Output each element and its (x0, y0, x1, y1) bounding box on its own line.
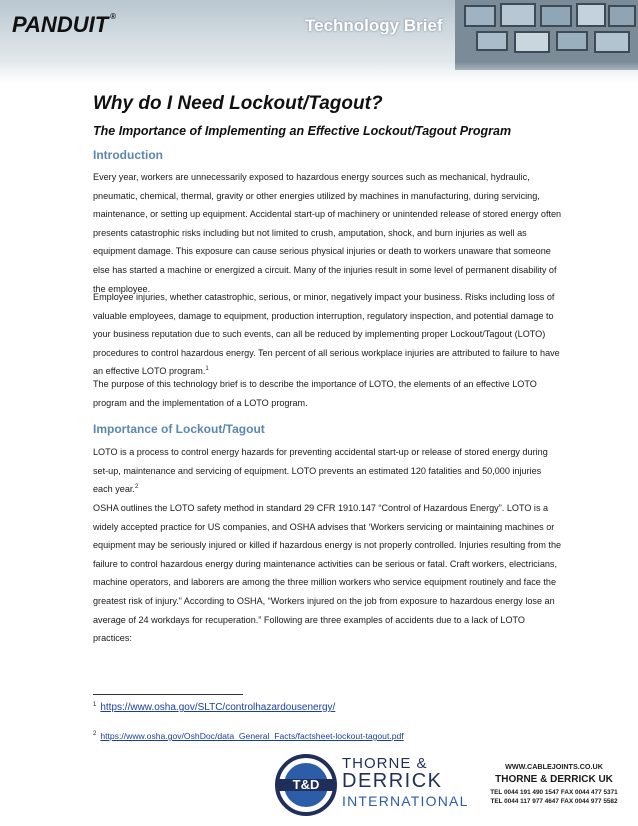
svg-text:T&D: T&D (292, 777, 320, 792)
footer-phone-1: TEL 0044 191 490 1547 FAX 0044 477 5371 (490, 789, 618, 796)
paragraph-intro-3: The purpose of this technology brief is to describe the importance of LOTO, the elements of an effective LOTO program and the implementation of a LOTO program. (93, 379, 537, 408)
footer-phone-2: TEL 0044 117 977 4647 FAX 0044 977 5582 (490, 798, 618, 805)
footnote-ref-1: 1 (205, 366, 209, 373)
header-fade (0, 62, 638, 85)
section-heading-introduction: Introduction (93, 148, 163, 162)
panduit-logo: PANDUIT ® (12, 12, 117, 37)
footnote-divider (93, 694, 243, 695)
footer-company: THORNE & DERRICK UK (495, 774, 613, 785)
thorne-derrick-logo-icon (275, 753, 337, 817)
footer-website[interactable]: WWW.CABLEJOINTS.CO.UK (505, 762, 603, 771)
thorne-derrick-wordmark: THORNE & DERRICK INTERNATIONAL (342, 755, 469, 809)
technology-brief-label: Technology Brief (305, 16, 443, 35)
footnote-1: $^1$ https://www.osha.gov/SLTC/controlhazardousenergy/ (93, 702, 336, 713)
header-banner (0, 0, 638, 85)
footer-contact (472, 762, 636, 806)
footnote-1-link[interactable]: https://www.osha.gov/SLTC/controlhazardousenergy/ (100, 702, 336, 713)
control-room-image (455, 0, 638, 70)
document-subtitle: The Importance of Implementing an Effective Lockout/Tagout Program (93, 124, 512, 138)
paragraph-importance-1: LOTO is a process to control energy hazards for preventing accidental start-up or release of stored energy during set-up, maintenance and servicing of equipment. LOTO prevents an estimated 120 fatalities and 50,000 injuries each year.$^2$ (93, 447, 548, 495)
paragraph-intro-2: Employee injuries, whether catastrophic, serious, or minor, negatively impact your business. Risks including loss of valuable employees, damage to equipment, production interruption, regulatory inspection, and potential damage to your business reputation due to such events, can all be reduced by implementing proper Lockout/Tagout (LOTO) procedures to control hazardous energy. Ten percent of all serious workplace injuries are attributed to failure to have an effective LOTO program.$^1$ (93, 292, 560, 377)
document-title: Why do I Need Lockout/Tagout? (93, 93, 383, 114)
footnote-ref-2: 2 (134, 484, 139, 491)
section-heading-importance: Importance of Lockout/Tagout (93, 422, 265, 436)
paragraph-importance-2: OSHA outlines the LOTO safety method in standard 29 CFR 1910.147 “Control of Hazardous Energy”. LOTO is a widely accepted practice for US companies, and OSHA advises that ‘Workers servicing or maintaining machines or equipment may be seriously injured or killed if hazardous energy is not properly controlled. Injuries resulting from the failure to control hazardous energy during maintenance activities can be serious or fatal. Craft workers, electricians, machine operators, and laborers are among the three million workers who service equipment routinely and face the greatest risk of injury.” According to OSHA, “Workers injured on the job from exposure to hazardous energy lose an average of 24 workdays for recuperation.” Following are three examples of accidents due to a lack of LOTO practices: (93, 503, 562, 644)
footnote-2: $^2$ https://www.osha.gov/OshDoc/data_General_Facts/factsheet-lockout-tagout.pdf (93, 731, 404, 741)
footnote-2-link[interactable]: https://www.osha.gov/OshDoc/data_General_Facts/factsheet-lockout-tagout.pdf (100, 731, 404, 741)
paragraph-intro-1: Every year, workers are unnecessarily exposed to hazardous energy sources such as mechanical, hydraulic, pneumatic, chemical, thermal, gravity or other energies utilized by machines in manufacturing, during servicing, maintenance, or setting up equipment. Accidental start-up of machinery or unintended release of stored energy often presents catastrophic risks including but not limited to crush, amputation, shock, and burn injuries as well as equipment damage. This exposure can cause serious physical injuries or death to workers unaware that someone else has started a machine or energized a circuit. Many of the injuries result in some level of permanent disability of the employee. (93, 172, 562, 294)
